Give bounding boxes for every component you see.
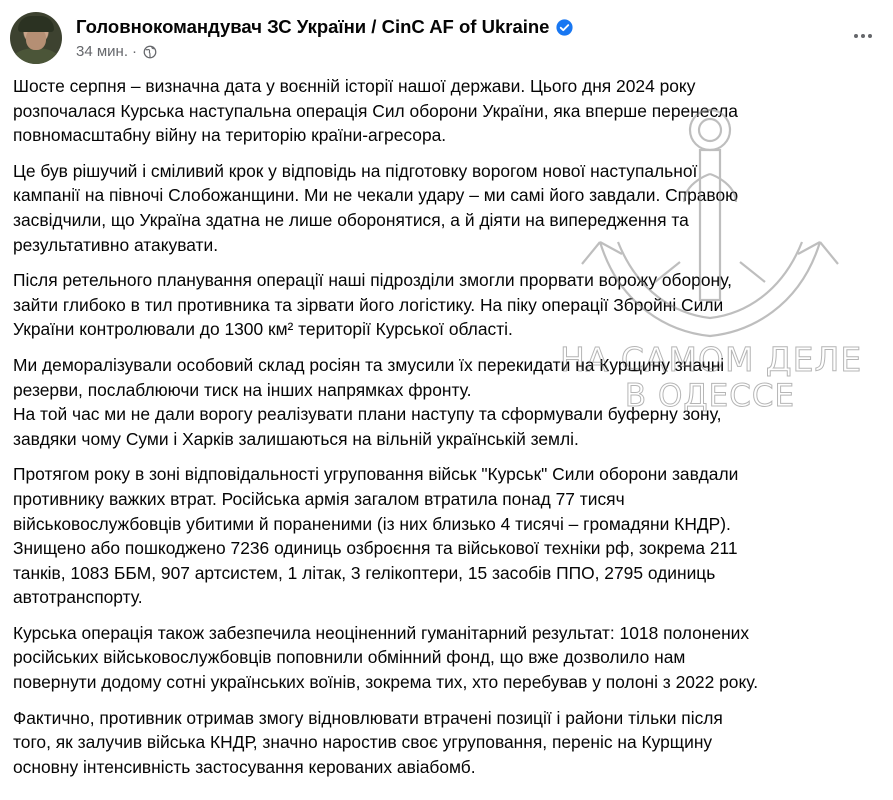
avatar-cap bbox=[18, 16, 54, 32]
more-dot bbox=[861, 34, 865, 38]
watermark-line-1: НА САМОМ ДЕЛЕ bbox=[560, 340, 863, 379]
post-paragraph: Курська операція також забезпечила неоціненний гуманітарний результат: 1018 полонених російських військовослужбовців поповнили обмінний фонд, що вже дозволило нам повернути додому сотні українських воїнів, зокрема тих, хто перебував у полоні з 2022 року. bbox=[13, 622, 759, 693]
watermark-line-2: В ОДЕССЕ bbox=[624, 378, 796, 414]
author-name-link[interactable] bbox=[76, 16, 573, 38]
more-dot bbox=[868, 34, 872, 38]
post-header bbox=[10, 10, 883, 64]
post-paragraph: Фактично, противник отримав змогу відновлювати втрачені позиції і райони тільки після того, як залучив війська КНДР, значно наростив своє угруповання, переніс на Курщину основну інтенсивність застосування керованих авіабомб. bbox=[13, 707, 723, 777]
post-paragraph: Після ретельного планування операції наші підрозділи змогли прорвати ворожу оборону, зайти глибоко в тил противника та зірвати його логістику. На піку операції Збройні Сили України контролювали до 1300 км² території Курської області. bbox=[13, 270, 732, 340]
post-body bbox=[13, 74, 883, 790]
post-paragraph: На той час ми не дали ворогу реалізувати плани наступу та сформували буферну зону, завдяки чому Суми і Харків залишаються на вільній українській землі. bbox=[13, 404, 722, 449]
post-paragraph: Шосте серпня – визначна дата у воєнній історії нашої держави. Цього дня 2024 року розпочалася Курська наступальна операція Сил оборони України, яка вперше перенесла повномасштабну війну на територію країни-агресора. bbox=[13, 76, 738, 146]
post-paragraph: Протягом року в зоні відповідальності угруповання військ "Курськ" Сили оборони завдали противнику важких втрат. Російська армія загалом втратила понад 77 тисяч військовослужбовців убитими й пораненими (із них близько 4 тисячі – громадяни КНДР). Знищено або пошкоджено 7236 одиниць озброєння та військової техніки рф, зокрема 211 танків, 1083 ББМ, 907 артсистем, 1 літак, 3 гелікоптери, 15 засобів ППО, 2795 одиниць автотранспорту. bbox=[13, 464, 739, 608]
post-meta bbox=[76, 43, 157, 60]
post-paragraph: Це був рішучий і сміливий крок у відповідь на підготовку ворогом нової наступальної кампанії на півночі Слобожанщини. Ми не чекали удару – ми самі його завдали. Справою засвідчили, що Україна здатна не лише оборонятися, а й діяти на випередження та результативно атакувати. bbox=[13, 160, 739, 255]
author-name[interactable]: Головнокомандувач ЗС України / CinC AF of Ukraine bbox=[76, 16, 550, 37]
verified-badge-icon bbox=[556, 19, 573, 36]
globe-icon[interactable] bbox=[143, 45, 157, 59]
more-dot bbox=[854, 34, 858, 38]
post-timestamp[interactable]: 34 мин. bbox=[76, 43, 128, 60]
more-options-icon[interactable] bbox=[849, 26, 877, 46]
avatar-body bbox=[12, 48, 60, 64]
post-paragraph: Ми деморалізували особовий склад росіян та змусили їх перекидати на Курщину значні резерви, послаблюючи тиск на інших напрямках фронту. bbox=[13, 354, 725, 400]
author-avatar[interactable] bbox=[10, 12, 62, 64]
meta-separator: · bbox=[132, 43, 137, 60]
